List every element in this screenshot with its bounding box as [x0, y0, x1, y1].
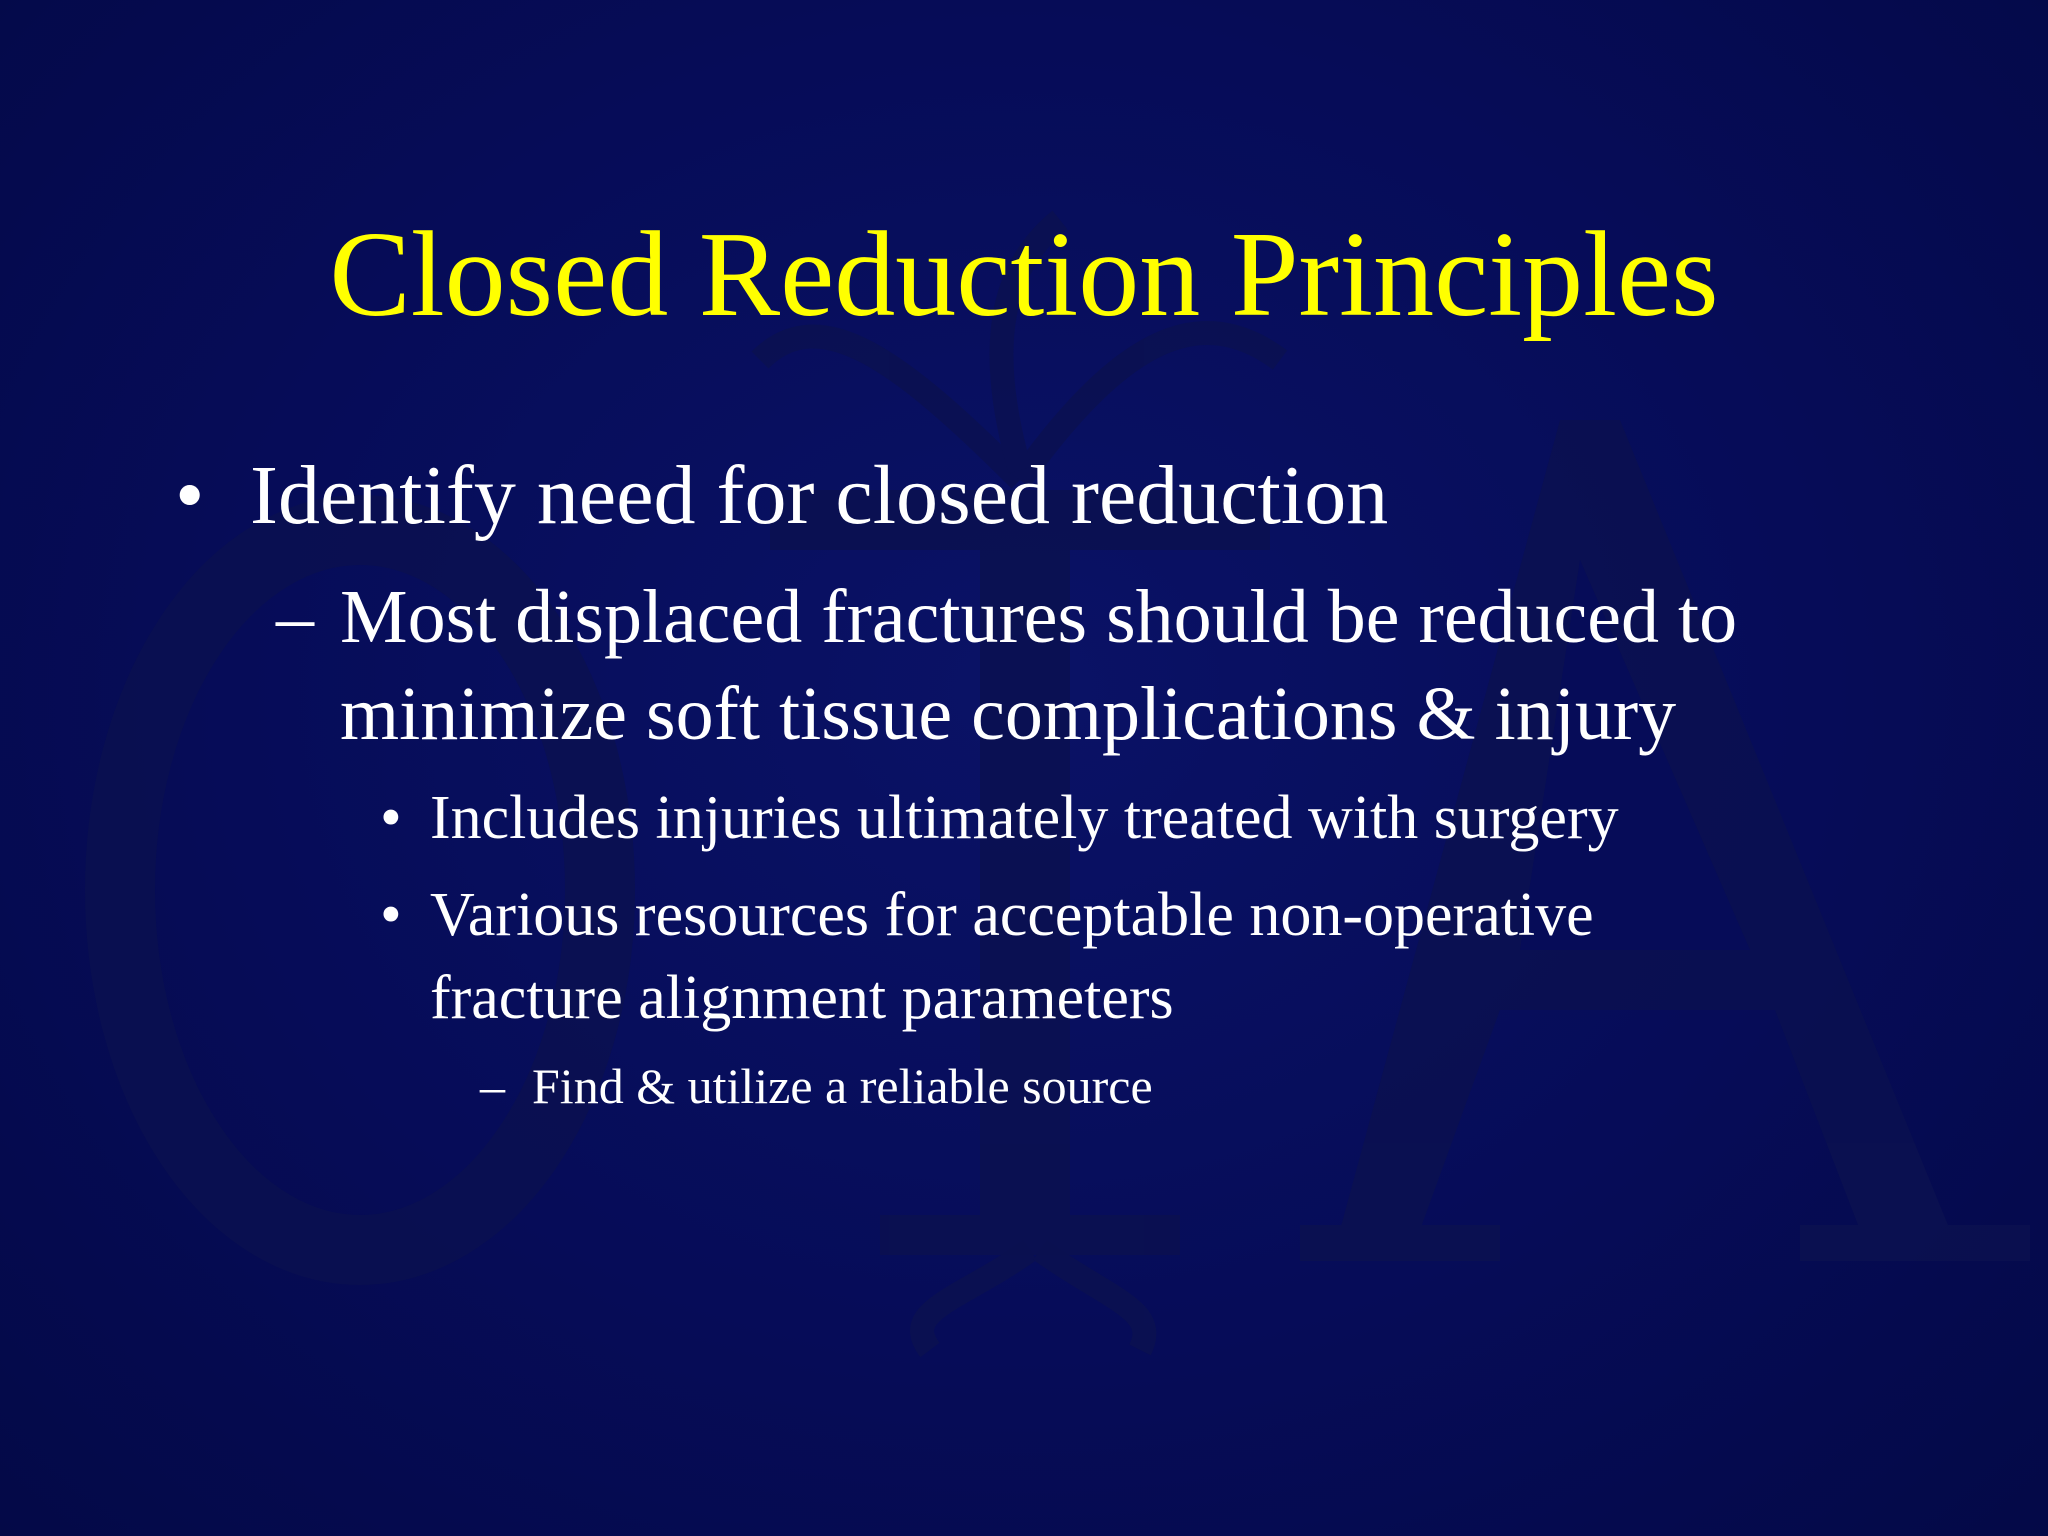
- bullet-text-level3b-line1: Various resources for acceptable non-operative: [430, 881, 1594, 949]
- bullet-marker-level4: –: [480, 1058, 505, 1114]
- slide-title: Closed Reduction Principles: [329, 207, 1719, 342]
- bullet-text-level1: Identify need for closed reduction: [250, 449, 1389, 542]
- bullet-marker-level3b: •: [380, 881, 402, 949]
- bullet-text-level3a: Includes injuries ultimately treated with surgery: [430, 784, 1619, 852]
- bullet-marker-level1: •: [175, 449, 205, 542]
- bullet-marker-level3a: •: [380, 784, 402, 852]
- bullet-text-level4: Find & utilize a reliable source: [532, 1058, 1153, 1114]
- bullet-text-level3b-line2: fracture alignment parameters: [430, 964, 1174, 1032]
- bullet-text-level2-line2: minimize soft tissue complications & injury: [340, 672, 1677, 756]
- bullet-marker-level2: –: [276, 575, 314, 659]
- bullet-text-level2-line1: Most displaced fractures should be reduced to: [340, 575, 1738, 659]
